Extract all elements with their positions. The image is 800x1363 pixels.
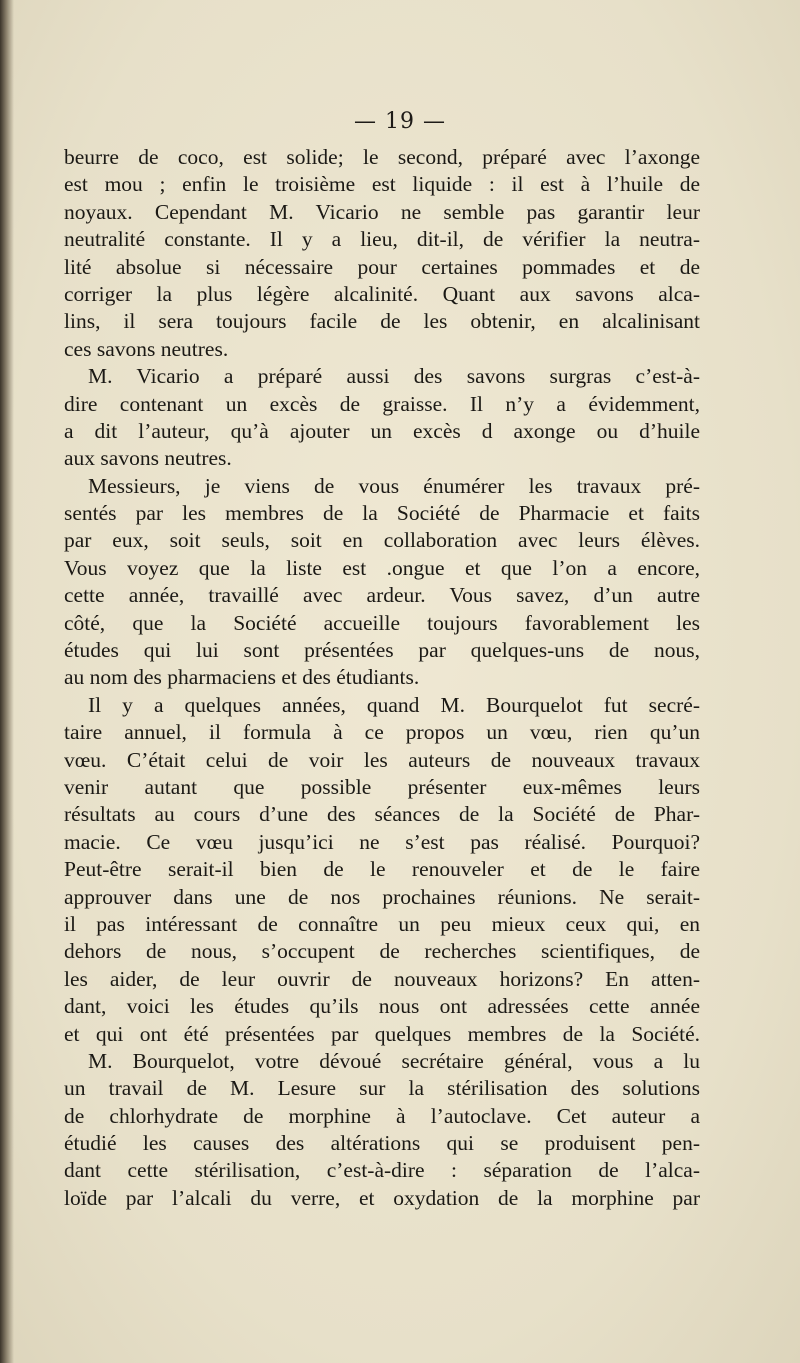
text-line: beurre de coco, est solide; le second, préparé avec l’axonge — [64, 145, 700, 169]
text-line: côté, que la Société accueille toujours favorablement les — [64, 610, 700, 635]
text-line: est mou ; enfin le troisième est liquide : il est à l’huile de — [64, 172, 700, 197]
text-line: M. Vicario a préparé aussi des savons surgras c’est-à- — [88, 364, 700, 389]
text-line: Il y a quelques années, quand M. Bourquelot fut secré- — [88, 692, 700, 717]
text-line: ces savons neutres. — [64, 336, 229, 361]
text-line: cette année, travaillé avec ardeur. Vous savez, d’un autre — [64, 583, 700, 608]
text-line: a dit l’auteur, qu’à ajouter un excès d axonge ou d’huile — [64, 418, 700, 443]
text-line: corriger la plus légère alcalinité. Quant aux savons alca- — [64, 281, 700, 306]
text-line: dant, voici les études qu’ils nous ont adressées cette année — [64, 994, 700, 1019]
text-line: venir autant que possible présenter eux-mêmes leurs — [64, 774, 700, 799]
text-line: résultats au cours d’une des séances de la Société de Phar- — [64, 802, 700, 827]
text-line: dehors de nous, s’occupent de recherches scientifiques, de — [64, 939, 700, 964]
text-line: sentés par les membres de la Société de Pharmacie et faits — [64, 501, 700, 526]
text-line: les aider, de leur ouvrir de nouveaux horizons? En atten- — [64, 966, 700, 991]
text-line: et qui ont été présentées par quelques membres de la Société. — [64, 1021, 700, 1046]
text-line: il pas intéressant de connaître un peu mieux ceux qui, en — [64, 911, 700, 936]
text-line: un travail de M. Lesure sur la stérilisation des solutions — [64, 1076, 700, 1101]
text-line: vœu. C’était celui de voir les auteurs de nouveaux travaux — [64, 747, 700, 772]
text-line: de chlorhydrate de morphine à l’autoclave. Cet auteur a — [64, 1103, 700, 1128]
text-line: lité absolue si nécessaire pour certaines pommades et de — [64, 254, 700, 279]
text-line: M. Bourquelot, votre dévoué secrétaire général, vous a lu — [88, 1048, 700, 1073]
text-line: dire contenant un excès de graisse. Il n’y a évidemment, — [64, 391, 700, 416]
body-text — [64, 144, 700, 1212]
text-line: taire annuel, il formula à ce propos un vœu, rien qu’un — [64, 720, 700, 745]
text-line: loïde par l’alcali du verre, et oxydation de la morphine par — [64, 1185, 700, 1210]
text-line: études qui lui sont présentées par quelques-uns de nous, — [64, 638, 700, 663]
text-line: Peut-être serait-il bien de le renouveler et de le faire — [64, 857, 700, 882]
text-line: dant cette stérilisation, c’est-à-dire : séparation de l’alca- — [64, 1158, 700, 1183]
page-number: — 19 — — [354, 109, 446, 134]
text-line: Messieurs, je viens de vous énumérer les travaux pré- — [88, 473, 700, 498]
text-line: approuver dans une de nos prochaines réunions. Ne serait- — [64, 884, 700, 909]
text-line: au nom des pharmaciens et des étudiants. — [64, 665, 420, 690]
text-line: par eux, soit seuls, soit en collaboration avec leurs élèves. — [64, 528, 700, 553]
text-line: Vous voyez que la liste est .ongue et que l’on a encore, — [64, 555, 700, 580]
text-line: noyaux. Cependant M. Vicario ne semble pas garantir leur — [64, 199, 700, 224]
text-line: lins, il sera toujours facile de les obtenir, en alcalinisant — [64, 309, 700, 334]
text-line: aux savons neutres. — [64, 446, 232, 471]
binding-shadow — [0, 0, 14, 1363]
text-line: neutralité constante. Il y a lieu, dit-il, de vérifier la neutra- — [64, 227, 700, 252]
text-line: macie. Ce vœu jusqu’ici ne s’est pas réalisé. Pourquoi? — [64, 829, 700, 854]
text-line: étudié les causes des altérations qui se produisent pen- — [64, 1131, 700, 1156]
